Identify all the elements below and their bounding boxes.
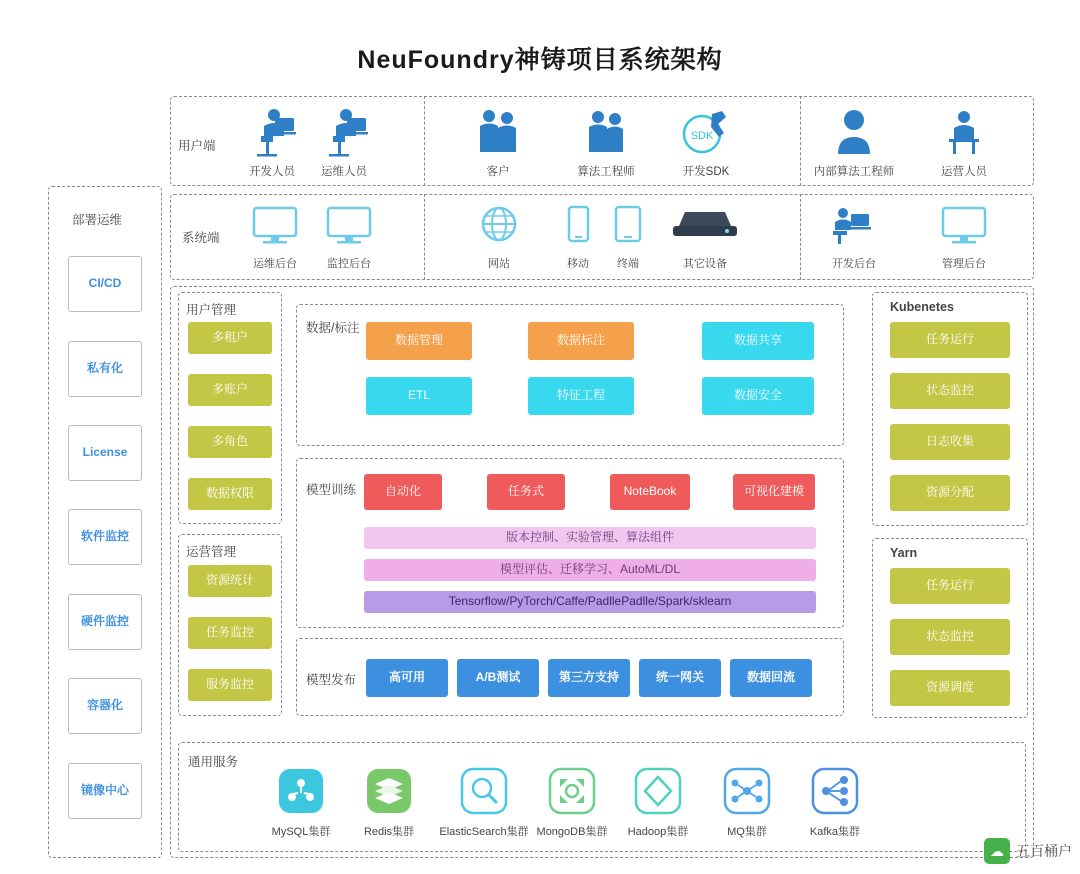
common-service-mysql-label: MySQL集群 [271,826,331,838]
user-internal-algorithm-engineer[interactable] [810,106,898,179]
system-dev-console[interactable] [816,204,892,271]
user-operations[interactable] [308,106,380,179]
common-service-elasticsearch-label: ElasticSearch集群 [439,826,529,838]
user-customer-label: 客户 [486,166,510,178]
tablet-icon [609,204,647,248]
user-internal-algorithm-engineer-label: 内部算法工程师 [813,166,895,178]
model-training-item-task[interactable]: 任务式 [487,474,565,510]
data-item-etl[interactable]: ETL [366,377,472,415]
mysql-icon [276,766,326,816]
common-service-hadoop-label: Hadoop集群 [627,826,689,838]
kafka-icon [810,766,860,816]
data-item-data-labeling[interactable]: 数据标注 [528,322,634,360]
system-row-label: 系统端 [182,231,220,245]
mobile-icon [561,204,595,248]
globe-icon [472,204,526,248]
model-release-item-high-availability[interactable]: 高可用 [366,659,448,697]
system-ops-console-label: 运维后台 [253,258,297,270]
user-operator-label: 运营人员 [941,166,987,178]
model-training-item-visual-modeling[interactable]: 可视化建模 [733,474,815,510]
common-service-mongodb[interactable] [530,766,614,839]
user-management-label: 用户管理 [186,303,237,317]
mongodb-icon [547,766,597,816]
deploy-item-cicd[interactable]: CI/CD [68,256,142,312]
model-training-bar-frameworks[interactable]: Tensorflow/PyTorch/Caffe/PadllePadlle/Spark/sklearn [364,591,816,613]
system-website-label: 网站 [488,258,510,270]
common-service-redis-label: Redis集群 [363,826,415,838]
monitor-icon [937,204,991,248]
deploy-item-hardware-monitor[interactable]: 硬件监控 [68,594,142,650]
ops-management-item-service-monitor[interactable]: 服务监控 [188,669,272,701]
user-customer[interactable] [462,106,534,179]
ops-management-label: 运营管理 [186,545,237,559]
common-service-redis[interactable] [354,766,424,839]
system-row-divider-2 [800,194,801,280]
user-management-item-tenant[interactable]: 多租户 [188,322,272,354]
user-algorithm-engineer[interactable] [566,106,646,179]
user-developer[interactable] [236,106,308,179]
developer-icon [247,106,297,158]
model-training-item-automation[interactable]: 自动化 [364,474,442,510]
user-row-divider-1 [424,96,425,186]
user-developer-label: 开发人员 [249,166,295,178]
system-dev-console-label: 开发后台 [832,258,876,270]
deploy-item-private[interactable]: 私有化 [68,341,142,397]
sdk-icon [678,106,734,158]
model-release-item-data-feedback[interactable]: 数据回流 [730,659,812,697]
system-website[interactable] [462,204,536,271]
user-management-item-data-permission[interactable]: 数据权限 [188,478,272,510]
model-release-label: 模型发布 [306,673,357,687]
common-services-label: 通用服务 [188,755,239,769]
common-service-hadoop[interactable] [618,766,698,839]
kubernetes-item-status-monitor[interactable]: 状态监控 [890,373,1010,409]
monitor-icon [322,204,376,248]
internal-algorithm-engineer-icon [829,106,879,158]
device-icon [669,204,741,248]
yarn-item-resource-scheduling[interactable]: 资源调度 [890,670,1010,706]
ops-management-item-resource-stats[interactable]: 资源统计 [188,565,272,597]
yarn-item-task-run[interactable]: 任务运行 [890,568,1010,604]
system-row-divider-1 [424,194,425,280]
model-training-bar-evaluation[interactable]: 模型评估、迁移学习、AutoML/DL [364,559,816,581]
data-item-data-sharing[interactable]: 数据共享 [702,322,814,360]
page-title: NeuFoundry神铸项目系统架构 [357,46,723,74]
model-training-bar-version-control[interactable]: 版本控制、实验管理、算法组件 [364,527,816,549]
monitor-icon [248,204,302,248]
algorithm-engineer-icon [581,106,631,158]
system-terminal[interactable] [602,204,654,271]
system-monitor-console-label: 监控后台 [327,258,371,270]
mq-icon [722,766,772,816]
system-mobile-label: 移动 [567,258,589,270]
common-service-elasticsearch[interactable] [432,766,536,839]
user-sdk-label: 开发SDK [682,166,730,178]
kubernetes-item-task-run[interactable]: 任务运行 [890,322,1010,358]
system-mobile[interactable] [552,204,604,271]
data-item-data-security[interactable]: 数据安全 [702,377,814,415]
hadoop-icon [633,766,683,816]
data-item-feature-engineering[interactable]: 特征工程 [528,377,634,415]
svg-text:SDK: SDK [690,130,714,142]
deploy-item-license[interactable]: License [68,425,142,481]
deploy-item-image-center[interactable]: 镜像中心 [68,763,142,819]
user-management-item-role[interactable]: 多角色 [188,426,272,458]
yarn-item-status-monitor[interactable]: 状态监控 [890,619,1010,655]
data-item-data-management[interactable]: 数据管理 [366,322,472,360]
user-sdk[interactable] [668,106,744,179]
operations-staff-icon [319,106,369,158]
customer-icon [473,106,523,158]
model-training-item-notebook[interactable]: NoteBook [610,474,690,510]
system-admin-console-label: 管理后台 [942,258,986,270]
yarn-label: Yarn [890,546,918,560]
ops-management-item-task-monitor[interactable]: 任务监控 [188,617,272,649]
kubernetes-item-log-collection[interactable]: 日志收集 [890,424,1010,460]
elasticsearch-icon [459,766,509,816]
deploy-item-containerization[interactable]: 容器化 [68,678,142,734]
common-service-mq-label: MQ集群 [727,826,767,838]
redis-icon [364,766,414,816]
user-operations-label: 运维人员 [321,166,367,178]
common-service-kafka[interactable] [800,766,870,839]
common-service-mongodb-label: MongoDB集群 [536,826,608,838]
user-operator[interactable] [928,106,1000,179]
user-algorithm-engineer-label: 算法工程师 [577,166,635,178]
operator-icon [939,106,989,158]
common-service-mq[interactable] [712,766,782,839]
watermark-label: 五百桶户 [1016,843,1072,859]
model-release-item-gateway[interactable]: 统一网关 [639,659,721,697]
data-label-title: 数据/标注 [306,321,360,335]
model-training-label: 模型训练 [306,483,357,497]
deploy-item-software-monitor[interactable]: 软件监控 [68,509,142,565]
user-row-label: 用户端 [178,139,216,153]
user-management-item-account[interactable]: 多账户 [188,374,272,406]
kubernetes-label: Kubenetes [890,300,954,314]
watermark [984,838,1072,864]
common-service-kafka-label: Kafka集群 [809,826,861,838]
developer-desk-icon [827,204,881,248]
kubernetes-item-resource-allocation[interactable]: 资源分配 [890,475,1010,511]
common-service-mysql[interactable] [266,766,336,839]
system-other-devices-label: 其它设备 [683,258,727,270]
system-other-devices[interactable] [660,204,750,271]
model-release-item-third-party[interactable]: 第三方支持 [548,659,630,697]
system-monitor-console[interactable] [312,204,386,271]
deploy-ops-label: 部署运维 [72,213,123,227]
system-terminal-label: 终端 [617,258,639,270]
system-admin-console[interactable] [926,204,1002,271]
watermark-logo-icon: ☁ [984,838,1010,864]
user-row-divider-2 [800,96,801,186]
model-release-item-ab-test[interactable]: A/B测试 [457,659,539,697]
system-ops-console[interactable] [238,204,312,271]
